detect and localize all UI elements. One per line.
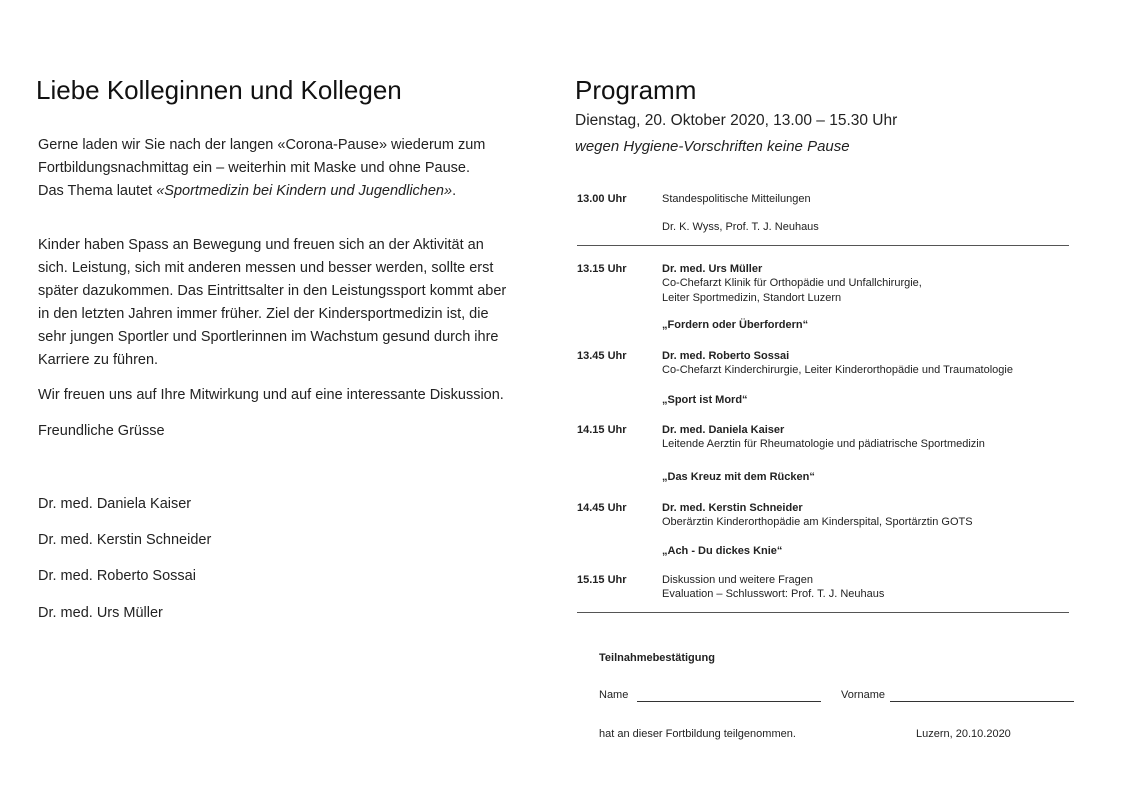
item-role: Co-Chefarzt Kinderchirurgie, Leiter Kinderorthopädie und Traumatologie: [662, 364, 1013, 376]
item-speaker: Dr. med. Urs Müller: [662, 263, 763, 275]
body-line: Kinder haben Spass an Bewegung und freuen sich an der Aktivität an: [38, 237, 484, 253]
confirmation-title: Teilnahmebestätigung: [599, 652, 715, 664]
intro-paragraph: [38, 134, 485, 203]
item-time: 13.15 Uhr: [577, 263, 627, 275]
body-line: später dazukommen. Das Eintrittsalter in den Leistungssport kommt aber: [38, 283, 507, 299]
letter-heading: Liebe Kolleginnen und Kollegen: [36, 75, 402, 105]
item-time: 14.15 Uhr: [577, 424, 627, 436]
item-talk-title: „Fordern oder Überfordern“: [662, 319, 809, 331]
closing-paragraph: Wir freuen uns auf Ihre Mitwirkung und auf eine interessante Diskussion.: [38, 387, 504, 403]
body-line: in den letzten Jahren immer früher. Ziel der Kindersportmedizin ist, die: [38, 306, 489, 322]
divider: [577, 612, 1069, 613]
place-date: Luzern, 20.10.2020: [916, 728, 1011, 740]
topic-suffix: .: [452, 183, 457, 199]
vorname-row: [841, 688, 1074, 702]
item-text: Evaluation – Schlusswort: Prof. T. J. Neuhaus: [662, 588, 885, 600]
signature-mueller: Dr. med. Urs Müller: [38, 605, 163, 621]
item-speaker: Dr. med. Daniela Kaiser: [662, 424, 785, 436]
intro-line-3: [38, 180, 485, 203]
item-speaker: Dr. med. Roberto Sossai: [662, 350, 790, 362]
item-time: 15.15 Uhr: [577, 574, 627, 586]
topic-title: «Sportmedizin bei Kindern und Jugendlichen»: [156, 183, 453, 199]
body-line: sich. Leistung, sich mit anderen messen und besser werden, sollte erst: [38, 260, 494, 276]
item-text: Standespolitische Mitteilungen: [662, 193, 811, 205]
signature-kaiser: Dr. med. Daniela Kaiser: [38, 496, 192, 512]
topic-prefix: Das Thema lautet: [38, 183, 157, 199]
body-paragraph: [38, 234, 506, 372]
body-line: sehr jungen Sportler und Sportlerinnen im Wachstum gesund durch ihre: [38, 329, 499, 345]
greeting: Freundliche Grüsse: [38, 423, 165, 439]
name-field[interactable]: [637, 689, 821, 702]
item-speaker: Dr. med. Kerstin Schneider: [662, 502, 803, 514]
vorname-field[interactable]: [890, 689, 1074, 702]
vorname-label: Vorname: [841, 689, 886, 701]
item-role: Co-Chefarzt Klinik für Orthopädie und Unfallchirurgie,: [662, 277, 922, 289]
intro-line-1: Gerne laden wir Sie nach der langen «Corona-Pause» wiederum zum: [38, 137, 486, 153]
name-label: Name: [599, 689, 629, 701]
signature-sossai: Dr. med. Roberto Sossai: [38, 568, 196, 584]
item-role: Leiter Sportmedizin, Standort Luzern: [662, 292, 842, 304]
item-speakers: Dr. K. Wyss, Prof. T. J. Neuhaus: [662, 221, 819, 233]
item-talk-title: „Ach - Du dickes Knie“: [662, 545, 783, 557]
item-time: 14.45 Uhr: [577, 502, 627, 514]
divider: [577, 245, 1069, 246]
item-role: Oberärztin Kinderorthopädie am Kinderspital, Sportärztin GOTS: [662, 516, 973, 528]
program-note: wegen Hygiene-Vorschriften keine Pause: [575, 138, 850, 155]
item-talk-title: „Sport ist Mord“: [662, 394, 748, 406]
program-date: Dienstag, 20. Oktober 2020, 13.00 – 15.30 Uhr: [575, 112, 898, 129]
intro-line-2: Fortbildungsnachmittag ein – weiterhin mit Maske und ohne Pause.: [38, 160, 471, 176]
item-role: Leitende Aerztin für Rheumatologie und pädiatrische Sportmedizin: [662, 438, 985, 450]
name-row: [599, 688, 821, 702]
item-text: Diskussion und weitere Fragen: [662, 574, 814, 586]
item-time: 13.45 Uhr: [577, 350, 627, 362]
confirmation-statement: hat an dieser Fortbildung teilgenommen.: [599, 728, 796, 740]
signature-schneider: Dr. med. Kerstin Schneider: [38, 532, 212, 548]
item-talk-title: „Das Kreuz mit dem Rücken“: [662, 471, 815, 483]
body-line: Karriere zu führen.: [38, 352, 159, 368]
item-time: 13.00 Uhr: [577, 193, 627, 205]
program-heading: Programm: [575, 75, 697, 105]
